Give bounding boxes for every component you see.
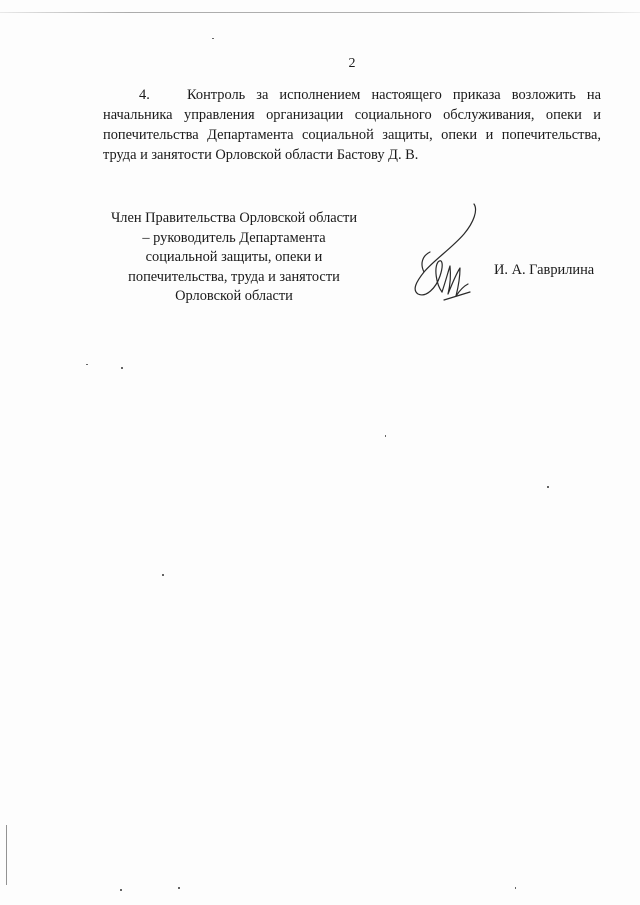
scan-speck <box>515 887 516 889</box>
handwritten-signature <box>404 200 488 304</box>
paragraph-4 <box>103 85 601 165</box>
scan-speck <box>178 887 180 889</box>
scan-speck <box>162 574 164 576</box>
signatory-position-line: – руководитель Департамента <box>142 229 326 246</box>
signatory-position-line: социальной защиты, опеки и <box>145 249 323 265</box>
scan-speck <box>385 435 386 437</box>
signatory-position <box>94 209 374 307</box>
paragraph-text: Контроль за исполнением настоящего приказа возложить на начальника управления организации социального обслуживания, опеки и попечительства Департамента социальной защиты, опеки и попечительства, труда и занятости Орловской области Бастову Д. В. <box>103 87 601 163</box>
scan-speck <box>547 486 549 488</box>
scan-speck <box>212 38 214 39</box>
signatory-name: И. А. Гаврилина <box>494 262 595 278</box>
scan-edge-line <box>0 12 640 13</box>
page-number: 2 <box>348 56 356 71</box>
scan-speck <box>121 367 123 369</box>
scan-edge-line <box>6 825 7 885</box>
paragraph-number: 4. <box>139 87 150 103</box>
scan-speck <box>86 364 88 365</box>
signatory-position-line: Орловской области <box>175 288 293 304</box>
scan-speck <box>120 889 122 891</box>
signatory-position-line: Член Правительства Орловской области <box>110 210 358 226</box>
signatory-position-line: попечительства, труда и занятости <box>128 268 340 285</box>
